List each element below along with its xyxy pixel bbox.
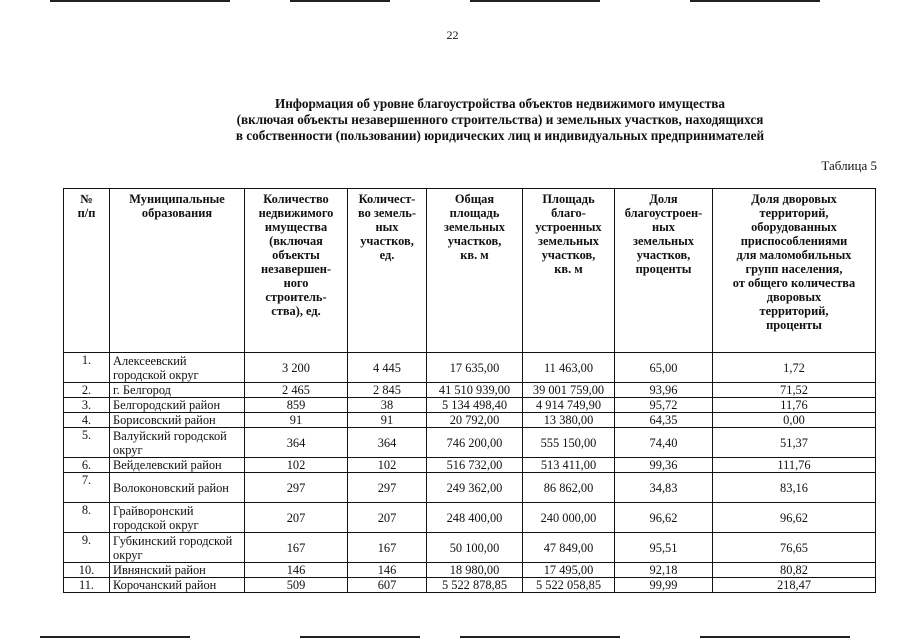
row-area: 17 635,00 xyxy=(427,353,523,383)
row-municipality: Волоконовский район xyxy=(110,473,245,503)
row-plots: 4 445 xyxy=(348,353,427,383)
row-share: 96,62 xyxy=(615,503,713,533)
row-property: 297 xyxy=(245,473,348,503)
row-property: 2 465 xyxy=(245,383,348,398)
row-number: 8. xyxy=(64,503,110,533)
row-municipality: Алексеевский городской округ xyxy=(110,353,245,383)
title-line-2: (включая объекты незавершенного строительства) и земельных участков, находящихся xyxy=(236,112,764,127)
header-row xyxy=(64,189,876,353)
row-plots: 146 xyxy=(348,563,427,578)
scan-edge-bottom-1 xyxy=(40,636,190,638)
table-row xyxy=(64,398,876,413)
row-area: 50 100,00 xyxy=(427,533,523,563)
row-yards: 111,76 xyxy=(713,458,876,473)
table-row xyxy=(64,563,876,578)
row-municipality: г. Белгород xyxy=(110,383,245,398)
row-number: 10. xyxy=(64,563,110,578)
row-number: 1. xyxy=(64,353,110,383)
row-improved: 513 411,00 xyxy=(523,458,615,473)
row-yards: 0,00 xyxy=(713,413,876,428)
row-number: 6. xyxy=(64,458,110,473)
header-plot-count: Количест- во земель- ных участков, ед. xyxy=(348,189,427,353)
row-property: 3 200 xyxy=(245,353,348,383)
table-row xyxy=(64,428,876,458)
row-area: 249 362,00 xyxy=(427,473,523,503)
scan-edge-bottom-2 xyxy=(300,636,420,638)
row-improved: 47 849,00 xyxy=(523,533,615,563)
row-number: 2. xyxy=(64,383,110,398)
row-number: 7. xyxy=(64,473,110,503)
row-property: 167 xyxy=(245,533,348,563)
row-share: 95,51 xyxy=(615,533,713,563)
row-improved: 5 522 058,85 xyxy=(523,578,615,593)
table-row xyxy=(64,413,876,428)
table-row xyxy=(64,353,876,383)
document-title xyxy=(180,96,820,144)
table-row xyxy=(64,578,876,593)
row-property: 207 xyxy=(245,503,348,533)
title-line-3: в собственности (пользовании) юридических лиц и индивидуальных предпринимателей xyxy=(235,128,765,143)
row-share: 99,36 xyxy=(615,458,713,473)
scan-edge-top-2 xyxy=(290,0,390,2)
row-property: 146 xyxy=(245,563,348,578)
row-municipality: Борисовский район xyxy=(110,413,245,428)
row-yards: 80,82 xyxy=(713,563,876,578)
row-share: 34,83 xyxy=(615,473,713,503)
header-yard-share: Доля дворовых территорий, оборудованных приспособлениями для маломобильных групп населения, от общего количества дворовых территорий, проценты xyxy=(713,189,876,353)
header-number: № п/п xyxy=(64,189,110,353)
table-label: Таблица 5 xyxy=(821,158,877,173)
row-share: 92,18 xyxy=(615,563,713,578)
row-improved: 13 380,00 xyxy=(523,413,615,428)
row-municipality: Вейделевский район xyxy=(110,458,245,473)
table-body xyxy=(64,353,876,593)
scan-edge-bottom-4 xyxy=(700,636,850,638)
row-area: 746 200,00 xyxy=(427,428,523,458)
header-municipality: Муниципальные образования xyxy=(110,189,245,353)
row-property: 102 xyxy=(245,458,348,473)
row-municipality: Белгородский район xyxy=(110,398,245,413)
row-yards: 1,72 xyxy=(713,353,876,383)
table-row xyxy=(64,383,876,398)
scan-edge-top-4 xyxy=(690,0,820,2)
row-plots: 38 xyxy=(348,398,427,413)
row-yards: 76,65 xyxy=(713,533,876,563)
table-row xyxy=(64,503,876,533)
row-yards: 51,37 xyxy=(713,428,876,458)
row-plots: 2 845 xyxy=(348,383,427,398)
table-row xyxy=(64,473,876,503)
row-municipality: Валуйский городской округ xyxy=(110,428,245,458)
header-improved-area: Площадь благо- устроенных земельных участков, кв. м xyxy=(523,189,615,353)
row-property: 364 xyxy=(245,428,348,458)
row-share: 93,96 xyxy=(615,383,713,398)
scan-edge-top-1 xyxy=(50,0,230,2)
row-plots: 297 xyxy=(348,473,427,503)
row-property: 509 xyxy=(245,578,348,593)
row-yards: 83,16 xyxy=(713,473,876,503)
row-share: 65,00 xyxy=(615,353,713,383)
row-property: 91 xyxy=(245,413,348,428)
row-plots: 607 xyxy=(348,578,427,593)
row-plots: 167 xyxy=(348,533,427,563)
title-line-1: Информация об уровне благоустройства объектов недвижимого имущества xyxy=(274,96,726,111)
scan-edge-top-3 xyxy=(470,0,600,2)
row-area: 248 400,00 xyxy=(427,503,523,533)
row-improved: 39 001 759,00 xyxy=(523,383,615,398)
row-municipality: Губкинский городской округ xyxy=(110,533,245,563)
table-row xyxy=(64,533,876,563)
row-improved: 86 862,00 xyxy=(523,473,615,503)
row-number: 4. xyxy=(64,413,110,428)
row-plots: 207 xyxy=(348,503,427,533)
row-number: 11. xyxy=(64,578,110,593)
row-plots: 102 xyxy=(348,458,427,473)
row-area: 5 522 878,85 xyxy=(427,578,523,593)
row-yards: 96,62 xyxy=(713,503,876,533)
page-number: 22 xyxy=(446,28,459,42)
row-property: 859 xyxy=(245,398,348,413)
row-number: 3. xyxy=(64,398,110,413)
row-number: 9. xyxy=(64,533,110,563)
row-improved: 240 000,00 xyxy=(523,503,615,533)
row-municipality: Грайворонский городской округ xyxy=(110,503,245,533)
row-plots: 364 xyxy=(348,428,427,458)
row-area: 20 792,00 xyxy=(427,413,523,428)
header-property-count: Количество недвижимого имущества (включая объекты незавершен- ного строитель- ства), ед. xyxy=(245,189,348,353)
row-number: 5. xyxy=(64,428,110,458)
row-area: 516 732,00 xyxy=(427,458,523,473)
row-improved: 555 150,00 xyxy=(523,428,615,458)
header-total-area: Общая площадь земельных участков, кв. м xyxy=(427,189,523,353)
row-yards: 71,52 xyxy=(713,383,876,398)
header-improved-share: Доля благоустроен- ных земельных участков, проценты xyxy=(615,189,713,353)
row-improved: 4 914 749,90 xyxy=(523,398,615,413)
row-yards: 218,47 xyxy=(713,578,876,593)
row-share: 95,72 xyxy=(615,398,713,413)
row-plots: 91 xyxy=(348,413,427,428)
row-yards: 11,76 xyxy=(713,398,876,413)
row-municipality: Ивнянский район xyxy=(110,563,245,578)
row-area: 18 980,00 xyxy=(427,563,523,578)
row-municipality: Корочанский район xyxy=(110,578,245,593)
row-share: 64,35 xyxy=(615,413,713,428)
table-row xyxy=(64,458,876,473)
row-share: 74,40 xyxy=(615,428,713,458)
row-area: 5 134 498,40 xyxy=(427,398,523,413)
row-area: 41 510 939,00 xyxy=(427,383,523,398)
row-improved: 11 463,00 xyxy=(523,353,615,383)
data-table xyxy=(63,188,876,593)
row-improved: 17 495,00 xyxy=(523,563,615,578)
scan-edge-bottom-3 xyxy=(460,636,620,638)
row-share: 99,99 xyxy=(615,578,713,593)
